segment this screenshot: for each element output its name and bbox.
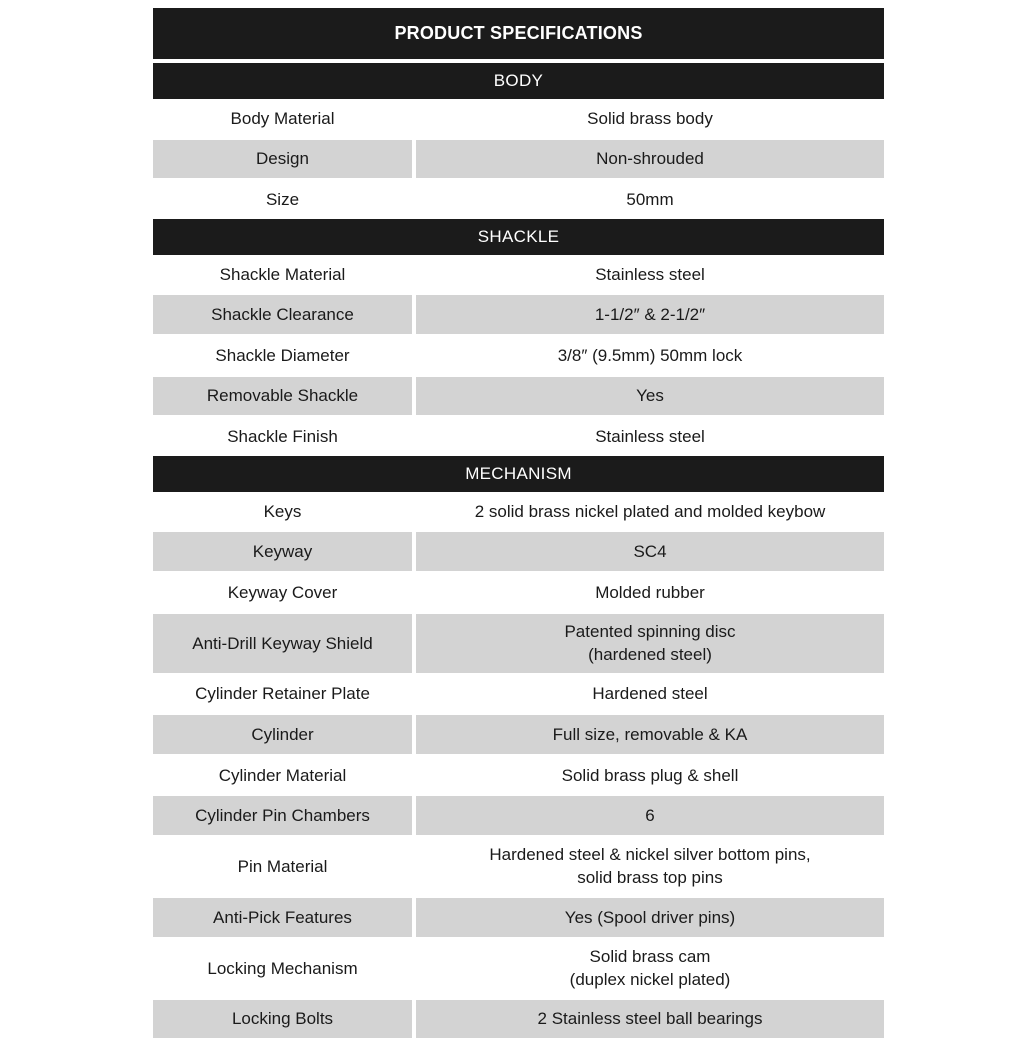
spec-table: [153, 8, 884, 1040]
row-value: Stainless steel: [595, 264, 705, 284]
row-label: Locking Bolts: [153, 1000, 412, 1039]
row-label: Pin Material: [237, 856, 328, 876]
row-value: 2 solid brass nickel plated and molded keybow: [474, 501, 826, 521]
row-value: Molded rubber: [595, 582, 705, 602]
table-row: [153, 715, 884, 754]
row-label: Cylinder Material: [218, 765, 347, 785]
row-label: Design: [153, 140, 412, 179]
row-value: Patented spinning disc (hardened steel): [416, 614, 884, 673]
table-row: [153, 417, 884, 456]
row-value: Yes: [416, 377, 884, 416]
row-label: Shackle Diameter: [215, 345, 350, 365]
table-row: [153, 255, 884, 294]
row-label: Cylinder Pin Chambers: [153, 796, 412, 835]
table-row: [153, 796, 884, 835]
row-label: Locking Mechanism: [207, 958, 358, 978]
row-value: SC4: [416, 532, 884, 571]
table-row: [153, 532, 884, 571]
row-value: Stainless steel: [595, 426, 705, 446]
row-value: Hardened steel & nickel silver bottom pins, solid brass top pins: [489, 845, 811, 888]
table-row: [153, 140, 884, 179]
row-label: Keyway Cover: [227, 582, 338, 602]
row-value: Solid brass body: [587, 108, 713, 128]
row-value: Solid brass cam (duplex nickel plated): [569, 947, 731, 989]
table-row: [153, 1000, 884, 1039]
row-value: 50mm: [626, 189, 674, 209]
row-label: Keyway: [153, 532, 412, 571]
row-label: Body Material: [230, 108, 335, 128]
table-row: [153, 837, 884, 896]
row-value: 3/8″ (9.5mm) 50mm lock: [557, 345, 743, 365]
row-value: 6: [416, 796, 884, 835]
row-value: Non-shrouded: [416, 140, 884, 179]
table-row: [153, 377, 884, 416]
table-row: [153, 336, 884, 375]
section-header-body: BODY: [153, 63, 884, 99]
table-row: [153, 675, 884, 714]
section-header-mechanism: MECHANISM: [153, 456, 884, 492]
table-row: [153, 99, 884, 138]
row-value: 2 Stainless steel ball bearings: [416, 1000, 884, 1039]
spec-title: PRODUCT SPECIFICATIONS: [153, 8, 884, 59]
row-label: Size: [265, 189, 300, 209]
row-value: 1-1/2″ & 2-1/2″: [416, 295, 884, 334]
row-value: Full size, removable & KA: [416, 715, 884, 754]
row-value: Solid brass plug & shell: [561, 765, 739, 785]
row-label: Shackle Finish: [227, 426, 338, 446]
row-value: Hardened steel: [592, 684, 708, 704]
table-row: [153, 573, 884, 612]
table-row: [153, 939, 884, 998]
row-label: Shackle Clearance: [153, 295, 412, 334]
row-label: Removable Shackle: [153, 377, 412, 416]
row-value: Yes (Spool driver pins): [416, 898, 884, 937]
row-label: Keys: [263, 501, 302, 521]
table-row: [153, 295, 884, 334]
row-label: Shackle Material: [219, 264, 346, 284]
table-row: [153, 756, 884, 795]
table-row: [153, 614, 884, 673]
table-row: [153, 898, 884, 937]
row-label: Anti-Drill Keyway Shield: [153, 614, 412, 673]
table-row: [153, 492, 884, 531]
row-label: Anti-Pick Features: [153, 898, 412, 937]
section-header-shackle: SHACKLE: [153, 219, 884, 255]
row-label: Cylinder Retainer Plate: [195, 684, 370, 704]
row-label: Cylinder: [153, 715, 412, 754]
table-row: [153, 180, 884, 219]
